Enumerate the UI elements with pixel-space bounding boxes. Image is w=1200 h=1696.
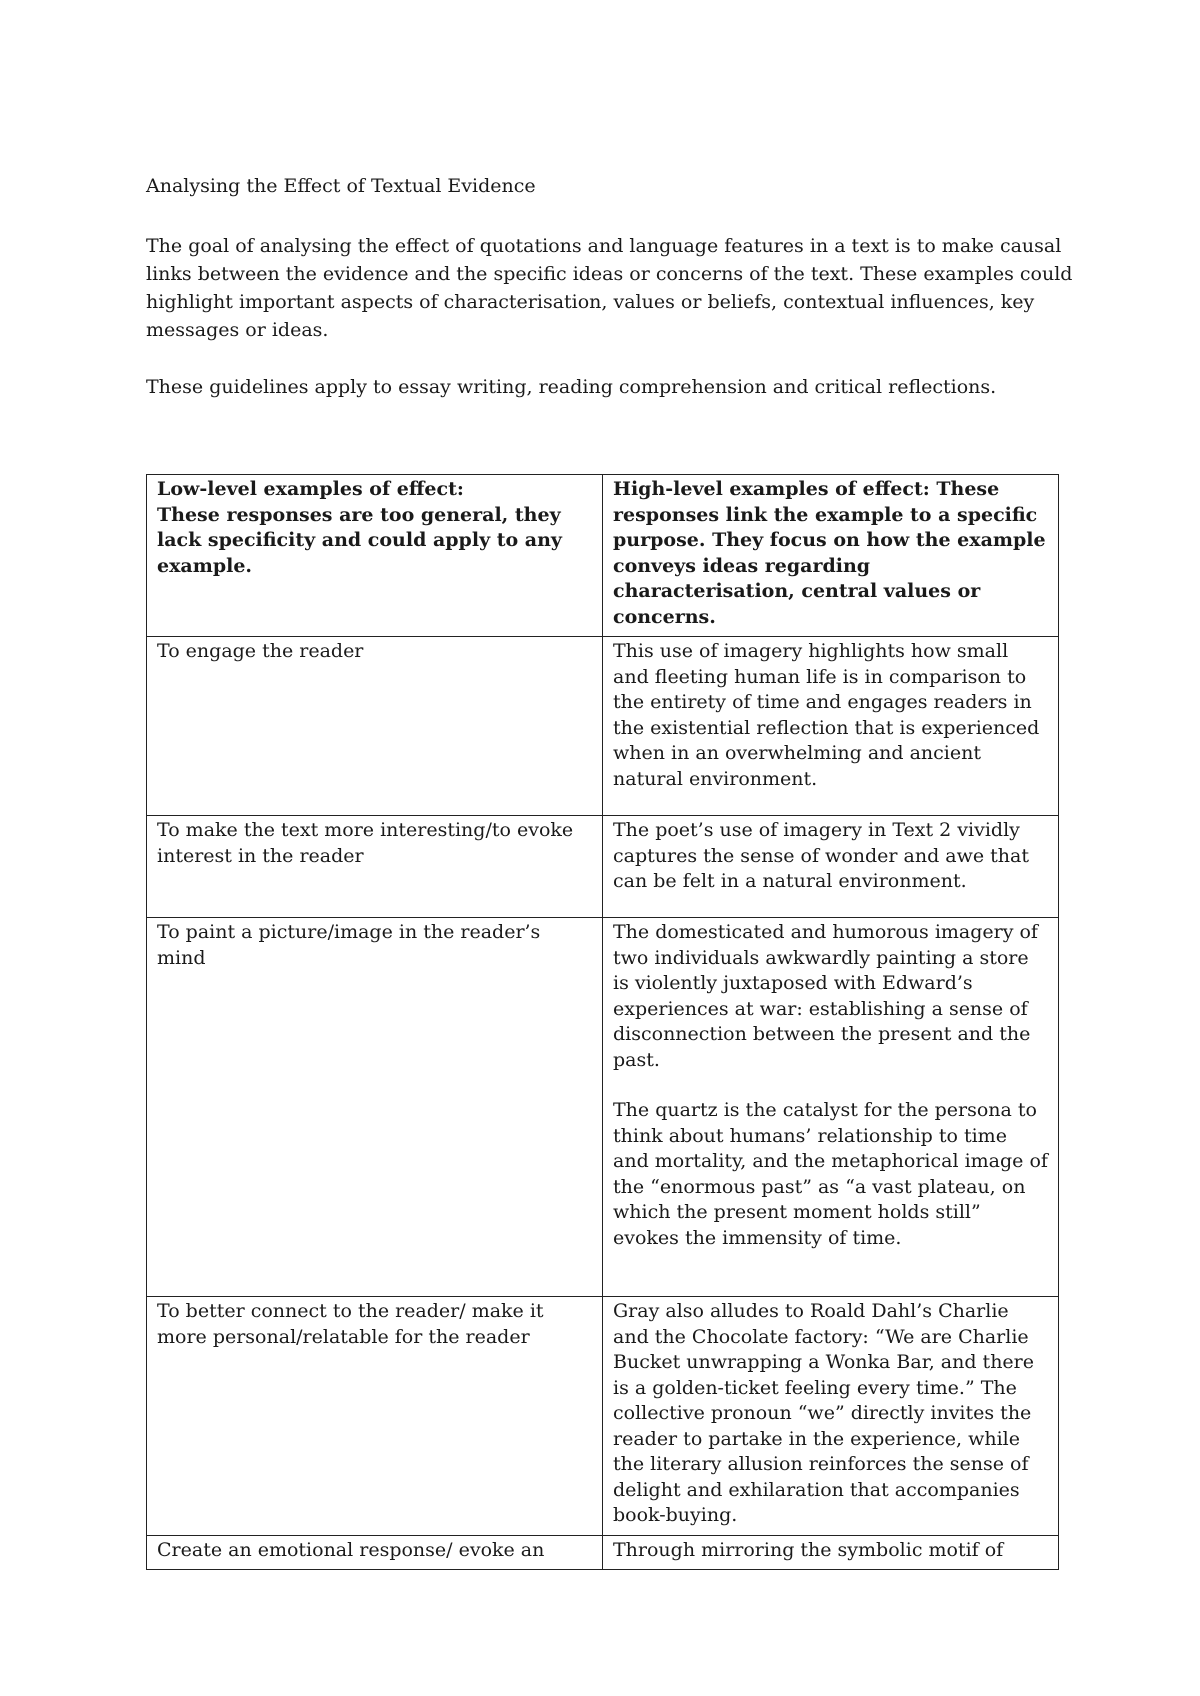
table-row	[147, 1297, 1059, 1536]
high-level-text: The quartz is the catalyst for the persona to think about humans’ relationship to time and mortality, and the metaphorical image of the “enormous past” as “a vast plateau, on which the present moment holds still” evokes the immensity of time.	[613, 1099, 1048, 1249]
low-level-header-title: Low-level examples of effect:	[157, 478, 464, 500]
low-level-text: To make the text more interesting/to evoke interest in the reader	[157, 819, 574, 867]
intro-paragraph: The goal of analysing the effect of quotations and language features in a text is to make causal links between the evidence and the specific ideas or concerns of the text. These examples could highlight important aspects of characterisation, values or beliefs, contextual influences, key messages or ideas.	[146, 235, 1073, 341]
effects-table	[146, 474, 1059, 1570]
high-level-text: Gray also alludes to Roald Dahl’s Charlie and the Chocolate factory: “We are Charlie Bucket unwrapping a Wonka Bar, and there is a golden-ticket feeling every time.” The collective pronoun “we” directly invites the reader to partake in the experience, while the literary allusion reinforces the sense of delight and exhilaration that accompanies book-buying.	[613, 1300, 1034, 1526]
high-level-cell	[603, 637, 1059, 816]
low-level-text: To paint a picture/image in the reader’s mind	[157, 921, 541, 969]
guidelines-paragraph: These guidelines apply to essay writing, reading comprehension and critical reflections.	[146, 376, 997, 398]
high-level-header-text: High-level examples of effect: These responses link the example to a specific purpose. They focus on how the example conveys ideas regarding characterisation, central values or concerns.	[613, 478, 1046, 628]
page-title: Analysing the Effect of Textual Evidence	[146, 175, 536, 197]
table-row	[147, 918, 1059, 1297]
low-level-cell	[147, 1297, 603, 1536]
high-level-cell	[603, 918, 1059, 1297]
high-level-header-cell	[603, 475, 1059, 637]
low-level-header-description: These responses are too general, they lack specificity and could apply to any example.	[157, 503, 562, 577]
high-level-text: This use of imagery highlights how small and fleeting human life is in comparison to the entirety of time and engages readers in the existential reflection that is experienced when in an overwhelming and ancient natural environment.	[613, 640, 1040, 790]
high-level-cell	[603, 1297, 1059, 1536]
high-level-text: The domesticated and humorous imagery of two individuals awkwardly painting a store is violently juxtaposed with Edward’s experiences at war: establishing a sense of disconnection between the present and the past.	[613, 921, 1038, 1071]
low-level-text: Create an emotional response/ evoke an	[157, 1538, 545, 1561]
high-level-cell	[603, 1535, 1059, 1569]
high-level-text: The poet’s use of imagery in Text 2 vividly captures the sense of wonder and awe that can be felt in a natural environment.	[613, 819, 1029, 892]
table-row	[147, 637, 1059, 816]
low-level-cell	[147, 816, 603, 918]
low-level-text: To engage the reader	[157, 640, 364, 662]
high-level-text: Through mirroring the symbolic motif of	[613, 1538, 1004, 1561]
table-header-row	[147, 475, 1059, 637]
low-level-cell	[147, 918, 603, 1297]
low-level-text: To better connect to the reader/ make it more personal/relatable for the reader	[157, 1300, 544, 1348]
table-row	[147, 816, 1059, 918]
low-level-cell	[147, 1535, 603, 1569]
high-level-cell	[603, 816, 1059, 918]
low-level-header-cell	[147, 475, 603, 637]
table-row	[147, 1535, 1059, 1569]
low-level-cell	[147, 637, 603, 816]
